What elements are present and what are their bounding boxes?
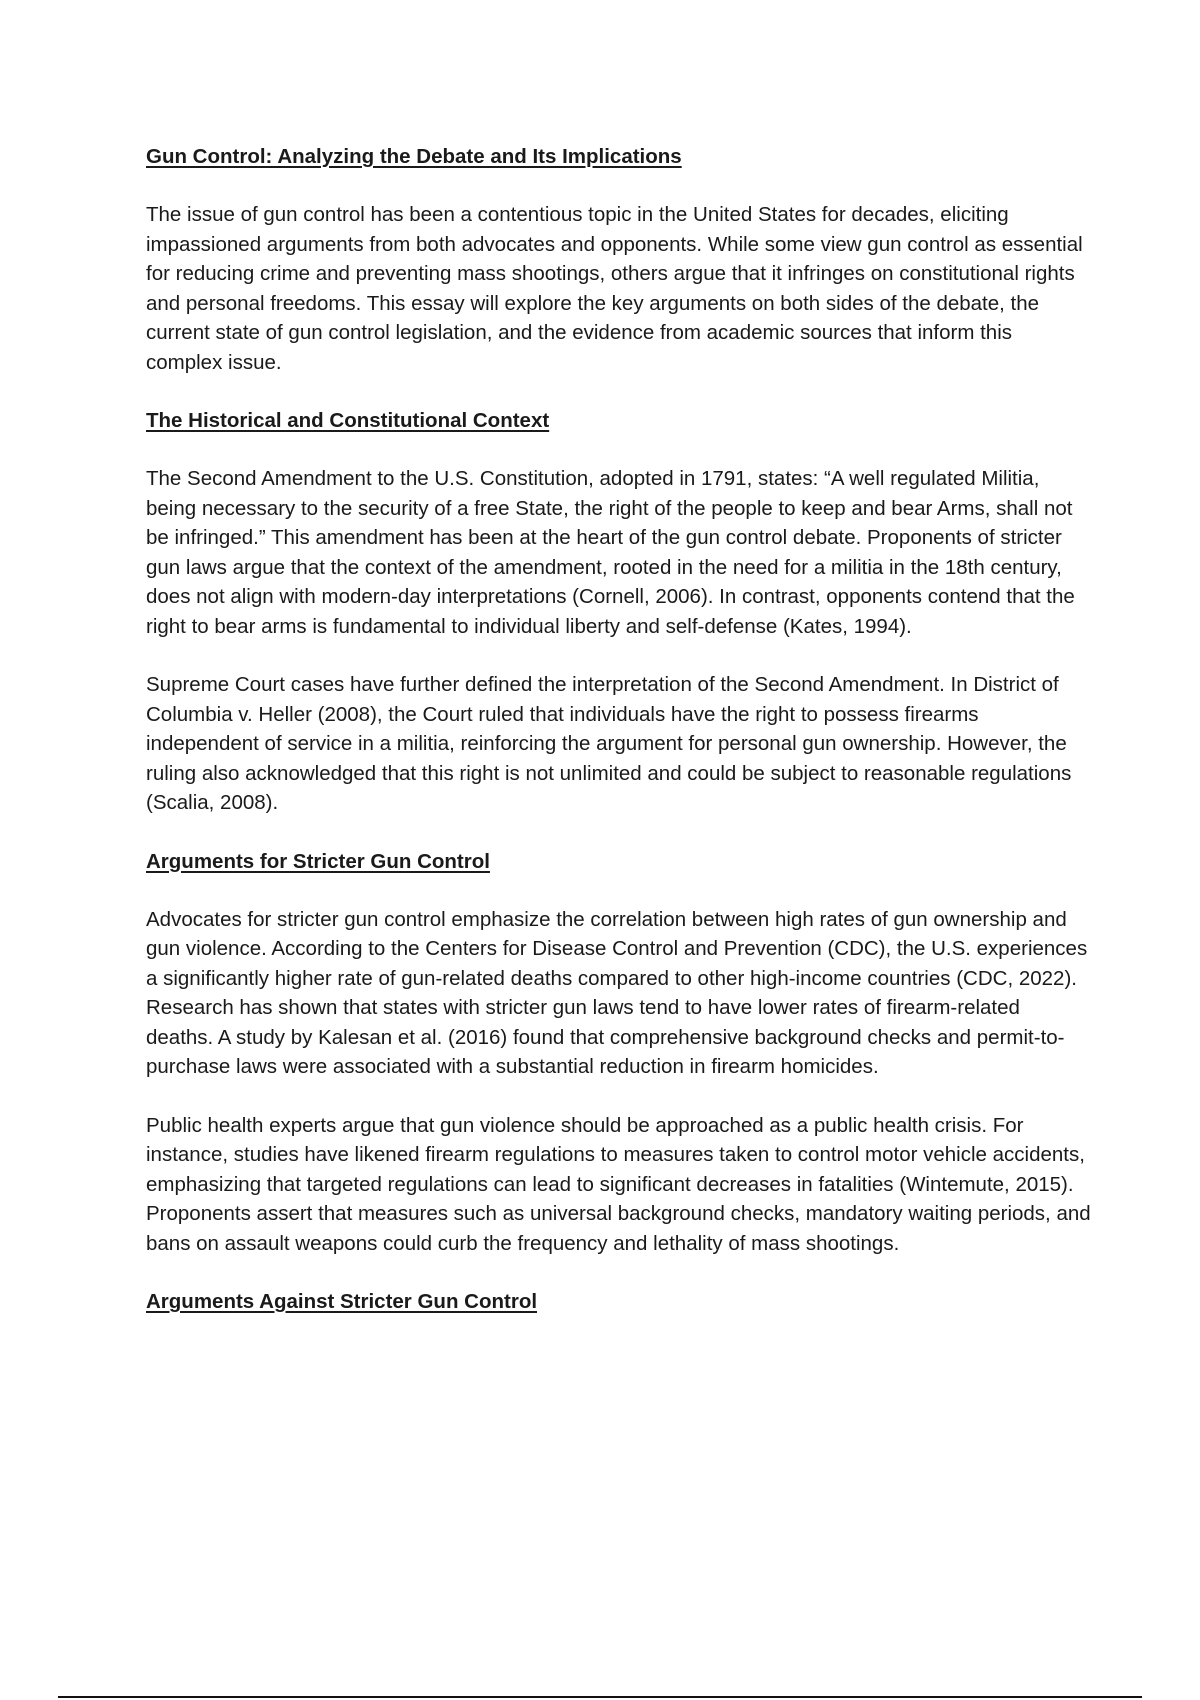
- arguments-for-paragraph-1: Advocates for stricter gun control emphasize the correlation between high rates of gun ownership and gun violence. According to the Centers for Disease Control and Prevention (CDC), the U.S. experiences a significantly higher rate of gun-related deaths compared to other high-income countries (CDC, 2022). Research has shown that states with stricter gun laws tend to have lower rates of firearm-related deaths. A study by Kalesan et al. (2016) found that comprehensive background checks and permit-to-purchase laws were associated with a substantial reduction in firearm homicides.: [146, 907, 1088, 1078]
- arguments-for-paragraph-2: Public health experts argue that gun violence should be approached as a public health crisis. For instance, studies have likened firearm regulations to measures taken to control motor vehicle accidents, emphasizing that targeted regulations can lead to significant decreases in fatalities (Wintemute, 2015). Proponents assert that measures such as universal background checks, mandatory waiting periods, and bans on assault weapons could curb the frequency and lethality of mass shootings.: [146, 1113, 1091, 1255]
- historical-context-paragraph-2: Supreme Court cases have further defined the interpretation of the Second Amendment. In District of Columbia v. Heller (2008), the Court ruled that individuals have the right to possess firearms independent of service in a militia, reinforcing the argument for personal gun ownership. However, the ruling also acknowledged that this right is not unlimited and could be subject to reasonable regulations (Scalia, 2008).: [146, 673, 1072, 814]
- section-heading-historical-context: The Historical and Constitutional Context: [146, 409, 550, 432]
- historical-context-paragraph-1: The Second Amendment to the U.S. Constitution, adopted in 1791, states: “A well regulated Militia, being necessary to the security of a free State, the right of the people to keep and bear Arms, shall not be infringed.” This amendment has been at the heart of the gun control debate. Proponents of stricter gun laws argue that the context of the amendment, rooted in the need for a militia in the 18th century, does not align with modern-day interpretations (Cornell, 2006). In contrast, opponents contend that the right to bear arms is fundamental to individual liberty and self-defense (Kates, 1994).: [146, 467, 1075, 638]
- section-heading-arguments-for: Arguments for Stricter Gun Control: [146, 849, 490, 873]
- document-body: [146, 142, 1091, 1345]
- intro-paragraph: The issue of gun control has been a contentious topic in the United States for decades, eliciting impassioned arguments from both advocates and opponents. While some view gun control as essential for reducing crime and preventing mass shootings, others argue that it infringes on constitutional rights and personal freedoms. This essay will explore the key arguments on both sides of the debate, the current state of gun control legislation, and the evidence from academic sources that inform this complex issue.: [146, 203, 1083, 374]
- section-heading-arguments-against: Arguments Against Stricter Gun Control: [146, 1290, 538, 1313]
- document-title: Gun Control: Analyzing the Debate and Its Implications: [146, 145, 682, 168]
- page-bottom-divider: [58, 1696, 1142, 1698]
